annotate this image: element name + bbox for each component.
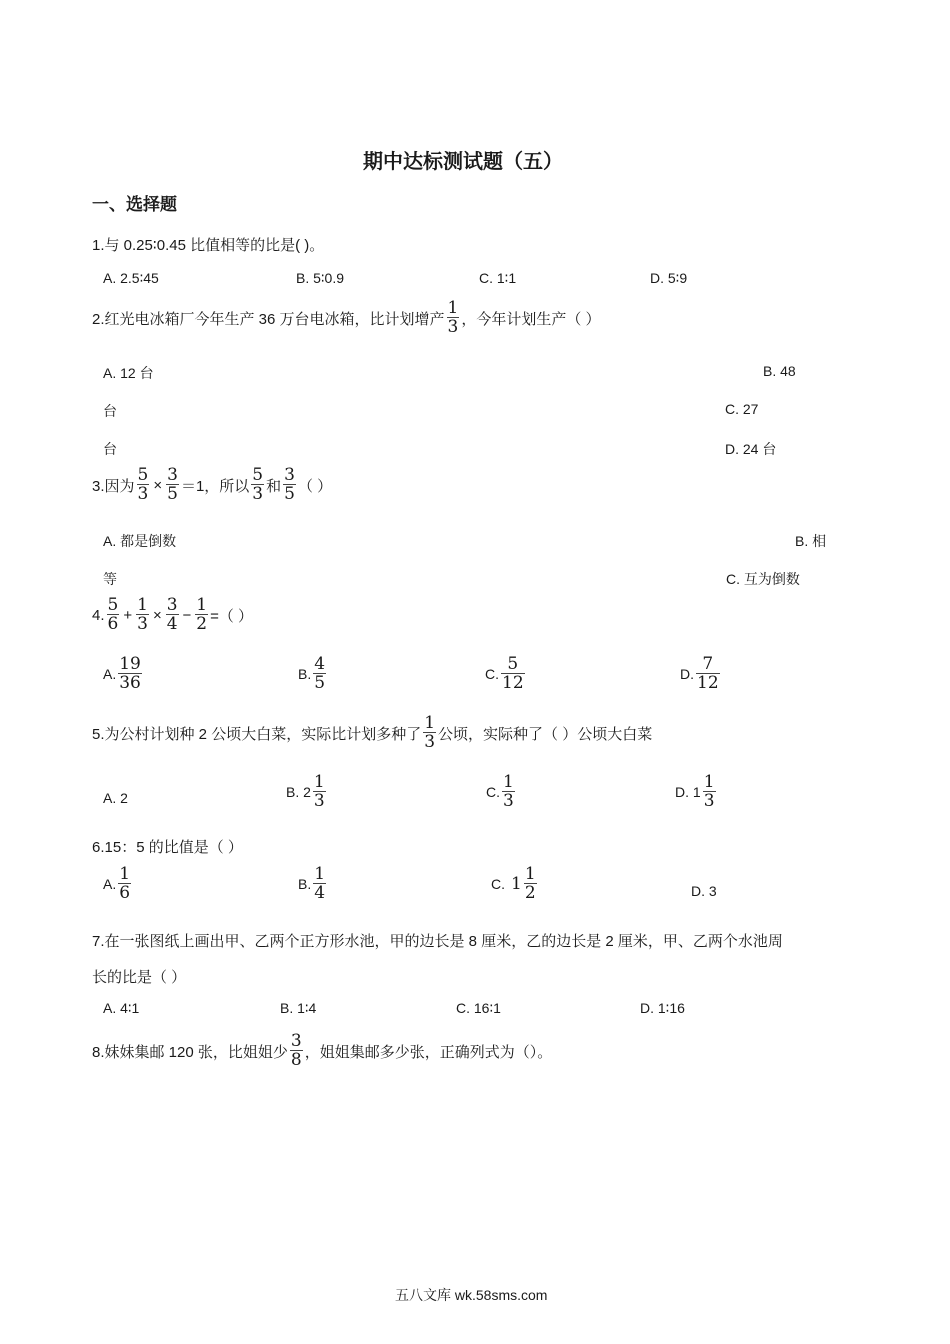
q4-opt-c-den: 12 — [502, 673, 524, 693]
question-1-text: 1.与 0.25∶0.45 比值相等的比是( )。 — [92, 237, 325, 254]
question-8-text — [92, 1033, 552, 1069]
question-4-text — [92, 597, 253, 633]
q8-text-before: 8.妹妹集邮 120 张，比姐姐少 — [92, 1043, 288, 1061]
question-5-text — [92, 715, 652, 751]
q5-option-b — [286, 774, 328, 810]
q3-fraction-3 — [251, 467, 264, 503]
q7-option-b: B. 1∶4 — [280, 1000, 317, 1016]
page-title: 期中达标测试题（五） — [363, 151, 563, 173]
q3-option-c: C. 互为倒数 — [726, 571, 800, 587]
q4-f4-num: 1 — [196, 595, 208, 615]
q2-text-before: 2.红光电冰箱厂今年生产 36 万台电冰箱，比计划增产 — [92, 310, 445, 328]
q8-fraction — [290, 1033, 303, 1069]
q4-number: 4. — [92, 606, 105, 624]
q6-opt-a-den: 6 — [119, 883, 131, 903]
q4-text-after: =（ ） — [210, 607, 254, 625]
q6-opt-c-label: C. — [491, 876, 505, 892]
q8-frac-num: 3 — [290, 1031, 302, 1051]
q5-opt-d-num: 1 — [703, 772, 715, 792]
q6-opt-c-den: 2 — [524, 883, 536, 903]
q3-option-a: A. 都是倒数 — [103, 533, 177, 549]
q6-opt-b-num: 1 — [314, 864, 326, 884]
q2-frac-num: 1 — [447, 298, 459, 318]
q4-fraction-3 — [166, 597, 179, 633]
q5-option-a: A. 2 — [103, 790, 128, 806]
q6-opt-c-fraction — [524, 866, 537, 902]
q5-option-c — [486, 774, 517, 810]
q4-fraction-4 — [195, 597, 208, 633]
q4-opt-c-num: 5 — [507, 654, 519, 674]
q3-f1-num: 5 — [137, 465, 149, 485]
q2-frac-den: 3 — [447, 317, 459, 337]
q6-option-c — [491, 866, 539, 902]
q3-option-b-cont: 等 — [103, 571, 117, 587]
q6-opt-a-num: 1 — [119, 864, 131, 884]
q3-fraction-4 — [283, 467, 296, 503]
q4-option-d — [680, 656, 722, 692]
q4-opt-b-num: 4 — [314, 654, 326, 674]
q4-f1-num: 5 — [107, 595, 119, 615]
q2-fraction — [447, 300, 460, 336]
q2-option-c: C. 27 — [725, 401, 759, 417]
q3-f4-den: 5 — [284, 484, 295, 504]
q4-fraction-2 — [136, 597, 149, 633]
q5-opt-c-num: 1 — [503, 772, 514, 792]
q5-opt-d-fraction — [703, 774, 716, 810]
q7-option-c: C. 16∶1 — [456, 1000, 501, 1016]
q4-f4-den: 2 — [196, 614, 208, 634]
q6-opt-b-fraction — [313, 866, 326, 902]
q5-text-before: 5.为公村计划种 2 公顷大白菜，实际比计划多种了 — [92, 725, 422, 743]
q5-option-d — [675, 774, 718, 810]
q7-option-d: D. 1∶16 — [640, 1000, 685, 1016]
q6-opt-a-label: A. — [103, 876, 117, 892]
q4-opt-c-label: C. — [485, 666, 499, 682]
q4-plus: + — [123, 606, 133, 624]
q3-text-after: （ ） — [297, 477, 333, 495]
q3-times: × — [153, 476, 163, 494]
q4-opt-a-den: 36 — [119, 673, 141, 693]
q5-opt-c-den: 3 — [503, 791, 514, 811]
q2-option-d: D. 24 台 — [725, 441, 777, 457]
question-3-text — [92, 467, 332, 503]
q4-f3-num: 3 — [166, 595, 178, 615]
q3-f1-den: 3 — [137, 484, 149, 504]
question-7-line-2: 长的比是（ ） — [92, 969, 187, 986]
q6-opt-c-whole: 1 — [511, 874, 522, 894]
q5-opt-d-label: D. 1 — [675, 784, 701, 800]
q6-opt-c-num: 1 — [524, 864, 536, 884]
q6-opt-a-fraction — [118, 866, 131, 902]
q3-option-b: B. 相 — [795, 533, 827, 549]
q3-f3-den: 3 — [252, 484, 264, 504]
q6-option-a — [103, 866, 133, 902]
q5-frac-den: 3 — [424, 732, 436, 752]
q6-opt-b-label: B. — [298, 876, 312, 892]
q3-fraction-1 — [137, 467, 150, 503]
q2-option-b: B. 48 — [763, 363, 796, 379]
q8-frac-den: 8 — [290, 1050, 302, 1070]
q1-option-c: C. 1∶1 — [479, 270, 517, 286]
q5-opt-c-fraction — [502, 774, 515, 810]
q4-times: × — [152, 606, 162, 624]
q5-fraction — [423, 715, 436, 751]
q4-f2-num: 1 — [137, 595, 148, 615]
section-heading: 一、选择题 — [92, 195, 177, 214]
q4-opt-d-num: 7 — [702, 654, 714, 674]
q5-opt-b-label: B. 2 — [286, 784, 311, 800]
q4-opt-a-num: 19 — [119, 654, 141, 674]
q6-option-b — [298, 866, 328, 902]
q4-opt-a-label: A. — [103, 666, 117, 682]
q4-opt-c-fraction — [501, 656, 525, 692]
q5-opt-d-den: 3 — [703, 791, 715, 811]
q4-f2-den: 3 — [137, 614, 148, 634]
q3-text-and: 和 — [266, 477, 282, 495]
q5-opt-c-label: C. — [486, 784, 500, 800]
q3-f4-num: 3 — [284, 465, 295, 485]
q4-option-c — [485, 656, 527, 692]
q4-fraction-1 — [107, 597, 120, 633]
q3-f2-num: 3 — [167, 465, 178, 485]
q1-option-d: D. 5∶9 — [650, 270, 688, 286]
q1-option-b: B. 5∶0.9 — [296, 270, 345, 286]
q3-text-mid: ＝1，所以 — [180, 477, 250, 495]
q4-f3-den: 4 — [166, 614, 178, 634]
q5-opt-b-den: 3 — [313, 791, 325, 811]
q4-f1-den: 6 — [107, 614, 119, 634]
question-6-text: 6.15：5 的比值是（ ） — [92, 839, 243, 856]
footer-watermark: 五八文库 wk.58sms.com — [395, 1287, 548, 1303]
q5-opt-b-fraction — [313, 774, 326, 810]
q4-opt-a-fraction — [118, 656, 142, 692]
q4-opt-d-label: D. — [680, 666, 694, 682]
q1-option-a: A. 2.5∶45 — [103, 270, 159, 286]
q4-opt-b-den: 5 — [314, 673, 326, 693]
question-2-text — [92, 300, 601, 336]
q3-f3-num: 5 — [252, 465, 264, 485]
q4-opt-d-fraction — [696, 656, 720, 692]
q4-opt-b-fraction — [313, 656, 326, 692]
question-7-line-1: 7.在一张图纸上画出甲、乙两个正方形水池，甲的边长是 8 厘米，乙的边长是 2 厘米，甲、乙两个水池周 — [92, 933, 783, 950]
q2-option-c-unit: 台 — [103, 441, 117, 457]
q2-option-a: A. 12 台 — [103, 365, 154, 381]
q2-option-b-unit: 台 — [103, 403, 117, 419]
q8-text-after: ，姐姐集邮多少张，正确列式为（）。 — [304, 1043, 553, 1061]
q3-f2-den: 5 — [167, 484, 178, 504]
q4-option-a — [103, 656, 144, 692]
q5-opt-b-num: 1 — [313, 772, 325, 792]
q4-minus: − — [182, 606, 192, 624]
q3-fraction-2 — [166, 467, 179, 503]
q7-option-a: A. 4∶1 — [103, 1000, 140, 1016]
q5-frac-num: 1 — [424, 713, 436, 733]
q4-opt-b-label: B. — [298, 666, 312, 682]
q6-opt-b-den: 4 — [314, 883, 326, 903]
q4-opt-d-den: 12 — [697, 673, 719, 693]
q5-text-after: 公顷，实际种了（ ）公顷大白菜 — [438, 725, 653, 743]
q6-option-d: D. 3 — [691, 883, 717, 899]
q2-text-after: ，今年计划生产（ ） — [461, 310, 601, 328]
q4-option-b — [298, 656, 328, 692]
q3-text-before: 3.因为 — [92, 477, 135, 495]
